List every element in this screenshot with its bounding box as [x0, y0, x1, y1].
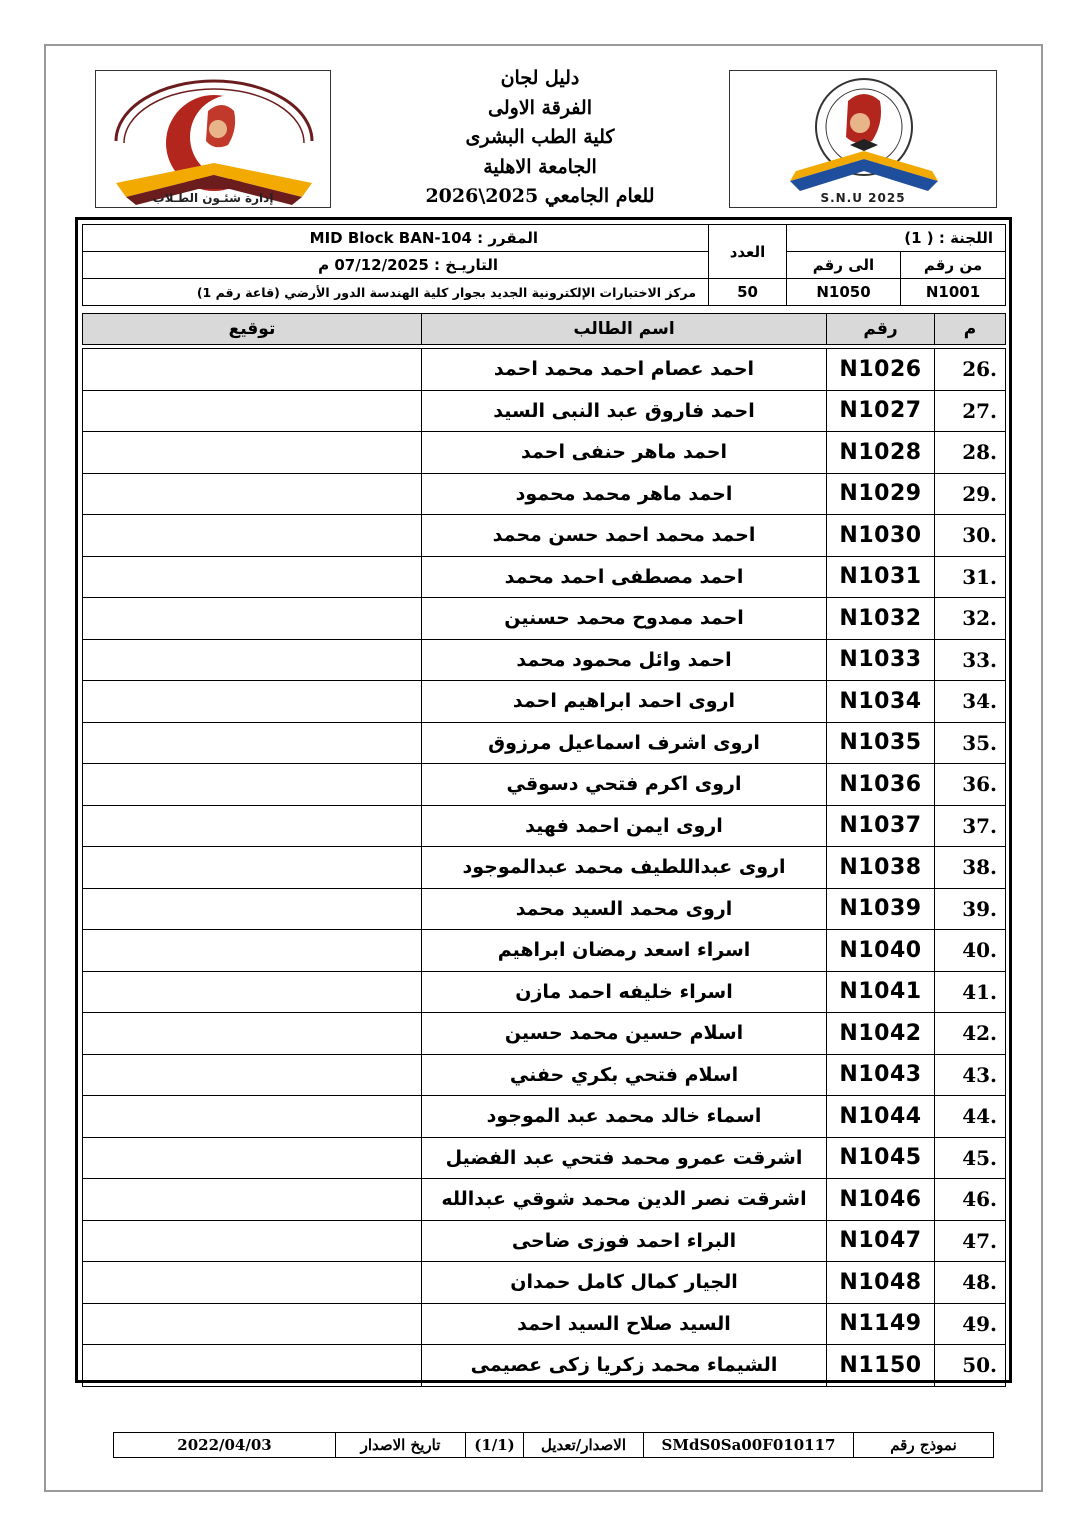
- student-name: اسماء خالد محمد عبد الموجود: [422, 1096, 827, 1138]
- course-name: المقرر : MID Block BAN-104: [83, 225, 709, 252]
- student-name: اروى اشرف اسماعيل مرزوق: [422, 722, 827, 764]
- table-row: [83, 473, 1006, 515]
- table-row: [83, 847, 1006, 889]
- student-name: احمد ماهر حنفى احمد: [422, 432, 827, 474]
- student-code: N1029: [827, 473, 935, 515]
- issue-date-label: تاريخ الاصدار: [336, 1433, 466, 1458]
- student-signature-cell[interactable]: [83, 805, 422, 847]
- student-name: البراء احمد فوزى ضاحى: [422, 1220, 827, 1262]
- student-serial: 28.: [935, 432, 1006, 474]
- student-signature-cell[interactable]: [83, 971, 422, 1013]
- student-code: N1035: [827, 722, 935, 764]
- form-footer: [113, 1432, 994, 1458]
- student-code: N1034: [827, 681, 935, 723]
- student-serial: 31.: [935, 556, 1006, 598]
- student-serial: 41.: [935, 971, 1006, 1013]
- student-name: الجيار كمال كامل حمدان: [422, 1262, 827, 1304]
- from-number-value: N1001: [901, 279, 1006, 306]
- student-serial: 49.: [935, 1303, 1006, 1345]
- student-serial: 50.: [935, 1345, 1006, 1387]
- table-row: [83, 598, 1006, 640]
- student-signature-cell[interactable]: [83, 349, 422, 391]
- student-serial: 40.: [935, 930, 1006, 972]
- table-row: [83, 1262, 1006, 1304]
- student-code: N1038: [827, 847, 935, 889]
- student-name: احمد وائل محمود محمد: [422, 639, 827, 681]
- faculty-logo-icon: [96, 71, 331, 208]
- student-serial: 26.: [935, 349, 1006, 391]
- faculty-logo: [95, 70, 331, 208]
- student-serial: 43.: [935, 1054, 1006, 1096]
- form-number-value: SMdS0Sa00F010117: [644, 1433, 854, 1458]
- student-code: N1031: [827, 556, 935, 598]
- student-signature-cell[interactable]: [83, 888, 422, 930]
- header-year-level: الفرقة الاولى: [488, 96, 592, 119]
- table-row: [83, 971, 1006, 1013]
- student-name: اسلام فتحي بكري حفني: [422, 1054, 827, 1096]
- student-name: احمد ممدوح محمد حسنين: [422, 598, 827, 640]
- students-table: [82, 313, 1006, 1387]
- col-header-signature: توقيع: [83, 314, 422, 345]
- university-logo-icon: [730, 71, 997, 208]
- student-name: اشرقت نصر الدين محمد شوقي عبدالله: [422, 1179, 827, 1221]
- student-serial: 42.: [935, 1013, 1006, 1055]
- university-logo: [729, 70, 997, 208]
- student-code: N1043: [827, 1054, 935, 1096]
- student-signature-cell[interactable]: [83, 639, 422, 681]
- form-number-label: نموذج رقم: [854, 1433, 994, 1458]
- student-code: N1042: [827, 1013, 935, 1055]
- student-name: احمد عصام احمد محمد احمد: [422, 349, 827, 391]
- student-signature-cell[interactable]: [83, 681, 422, 723]
- student-code: N1033: [827, 639, 935, 681]
- student-name: اسراء خليفه احمد مازن: [422, 971, 827, 1013]
- student-name: اروى اكرم فتحي دسوقي: [422, 764, 827, 806]
- student-name: احمد محمد احمد حسن محمد: [422, 515, 827, 557]
- table-row: [83, 764, 1006, 806]
- student-name: الشيماء محمد زكريا زكى عصيمى: [422, 1345, 827, 1387]
- table-row: [83, 556, 1006, 598]
- student-signature-cell[interactable]: [83, 764, 422, 806]
- committee-info-table: [82, 224, 1006, 306]
- student-signature-cell[interactable]: [83, 1096, 422, 1138]
- student-serial: 32.: [935, 598, 1006, 640]
- faculty-logo-caption: إدارة شئـون الطـلاب: [152, 191, 274, 205]
- table-row: [83, 888, 1006, 930]
- table-row: [83, 639, 1006, 681]
- student-code: N1037: [827, 805, 935, 847]
- student-serial: 46.: [935, 1179, 1006, 1221]
- student-code: N1150: [827, 1345, 935, 1387]
- table-row: [83, 1345, 1006, 1387]
- student-signature-cell[interactable]: [83, 1137, 422, 1179]
- student-code: N1149: [827, 1303, 935, 1345]
- student-name: اروى عبداللطيف محمد عبدالموجود: [422, 847, 827, 889]
- student-name: اروى احمد ابراهيم احمد: [422, 681, 827, 723]
- student-code: N1041: [827, 971, 935, 1013]
- student-signature-cell[interactable]: [83, 1054, 422, 1096]
- student-signature-cell[interactable]: [83, 390, 422, 432]
- student-serial: 34.: [935, 681, 1006, 723]
- student-serial: 27.: [935, 390, 1006, 432]
- header-university: الجامعة الاهلية: [483, 155, 597, 178]
- student-signature-cell[interactable]: [83, 598, 422, 640]
- student-serial: 48.: [935, 1262, 1006, 1304]
- version-value: (1/1): [466, 1433, 524, 1458]
- student-name: اروى محمد السيد محمد: [422, 888, 827, 930]
- issue-date-value: 2022/04/03: [114, 1433, 336, 1458]
- student-code: N1027: [827, 390, 935, 432]
- student-code: N1026: [827, 349, 935, 391]
- student-signature-cell[interactable]: [83, 722, 422, 764]
- table-row: [83, 390, 1006, 432]
- count-label: العدد: [709, 225, 787, 279]
- table-row: [83, 722, 1006, 764]
- from-number-label: من رقم: [901, 252, 1006, 279]
- student-signature-cell[interactable]: [83, 1345, 422, 1387]
- student-name: احمد مصطفى احمد محمد: [422, 556, 827, 598]
- student-signature-cell[interactable]: [83, 930, 422, 972]
- student-signature-cell[interactable]: [83, 556, 422, 598]
- student-code: N1036: [827, 764, 935, 806]
- table-row: [83, 1179, 1006, 1221]
- exam-location: مركز الاختبارات الإلكترونية الجديد بجوار كلية الهندسة الدور الأرضي (قاعة رقم 1): [83, 279, 709, 306]
- student-serial: 38.: [935, 847, 1006, 889]
- header-faculty: كلية الطب البشرى: [465, 126, 615, 148]
- table-row: [83, 681, 1006, 723]
- student-serial: 33.: [935, 639, 1006, 681]
- to-number-value: N1050: [787, 279, 901, 306]
- student-name: احمد فاروق عبد النبى السيد: [422, 390, 827, 432]
- header-title: دليل لجان: [500, 67, 580, 89]
- table-row: [83, 1220, 1006, 1262]
- student-serial: 30.: [935, 515, 1006, 557]
- student-name: اشرقت عمرو محمد فتحي عبد الفضيل: [422, 1137, 827, 1179]
- student-name: اسراء اسعد رمضان ابراهيم: [422, 930, 827, 972]
- student-code: N1039: [827, 888, 935, 930]
- student-signature-cell[interactable]: [83, 1303, 422, 1345]
- student-code: N1030: [827, 515, 935, 557]
- student-name: اروى ايمن احمد فهيد: [422, 805, 827, 847]
- student-signature-cell[interactable]: [83, 1262, 422, 1304]
- table-row: [83, 930, 1006, 972]
- table-row: [83, 805, 1006, 847]
- student-code: N1045: [827, 1137, 935, 1179]
- header-academic-year: للعام الجامعي 2025\2026: [425, 185, 655, 207]
- table-row: [83, 515, 1006, 557]
- table-row: [83, 1137, 1006, 1179]
- student-signature-cell[interactable]: [83, 1220, 422, 1262]
- table-row: [83, 1303, 1006, 1345]
- student-signature-cell[interactable]: [83, 1179, 422, 1221]
- student-serial: 29.: [935, 473, 1006, 515]
- student-serial: 47.: [935, 1220, 1006, 1262]
- student-code: N1048: [827, 1262, 935, 1304]
- student-name: اسلام حسين محمد حسين: [422, 1013, 827, 1055]
- count-value: 50: [709, 279, 787, 306]
- table-row: [83, 432, 1006, 474]
- student-code: N1032: [827, 598, 935, 640]
- version-label: الاصدار/تعديل: [524, 1433, 644, 1458]
- student-code: N1040: [827, 930, 935, 972]
- col-header-name: اسم الطالب: [422, 314, 827, 345]
- student-signature-cell[interactable]: [83, 473, 422, 515]
- university-logo-caption: S.N.U 2025: [820, 191, 906, 205]
- committee-number: اللجنة : ( 1): [787, 225, 1006, 252]
- student-code: N1028: [827, 432, 935, 474]
- table-row: [83, 1013, 1006, 1055]
- exam-date: التاريـخ : 07/12/2025 م: [83, 252, 709, 279]
- student-signature-cell[interactable]: [83, 847, 422, 889]
- col-header-code: رقم: [827, 314, 935, 345]
- student-signature-cell[interactable]: [83, 1013, 422, 1055]
- student-serial: 35.: [935, 722, 1006, 764]
- student-code: N1046: [827, 1179, 935, 1221]
- student-signature-cell[interactable]: [83, 432, 422, 474]
- to-number-label: الى رقم: [787, 252, 901, 279]
- col-header-serial: م: [935, 314, 1006, 345]
- student-serial: 36.: [935, 764, 1006, 806]
- student-serial: 37.: [935, 805, 1006, 847]
- student-serial: 39.: [935, 888, 1006, 930]
- student-code: N1044: [827, 1096, 935, 1138]
- student-name: السيد صلاح السيد احمد: [422, 1303, 827, 1345]
- student-serial: 44.: [935, 1096, 1006, 1138]
- document-header: [360, 64, 720, 212]
- table-row: [83, 349, 1006, 391]
- student-code: N1047: [827, 1220, 935, 1262]
- table-row: [83, 1096, 1006, 1138]
- student-signature-cell[interactable]: [83, 515, 422, 557]
- student-serial: 45.: [935, 1137, 1006, 1179]
- student-name: احمد ماهر محمد محمود: [422, 473, 827, 515]
- table-row: [83, 1054, 1006, 1096]
